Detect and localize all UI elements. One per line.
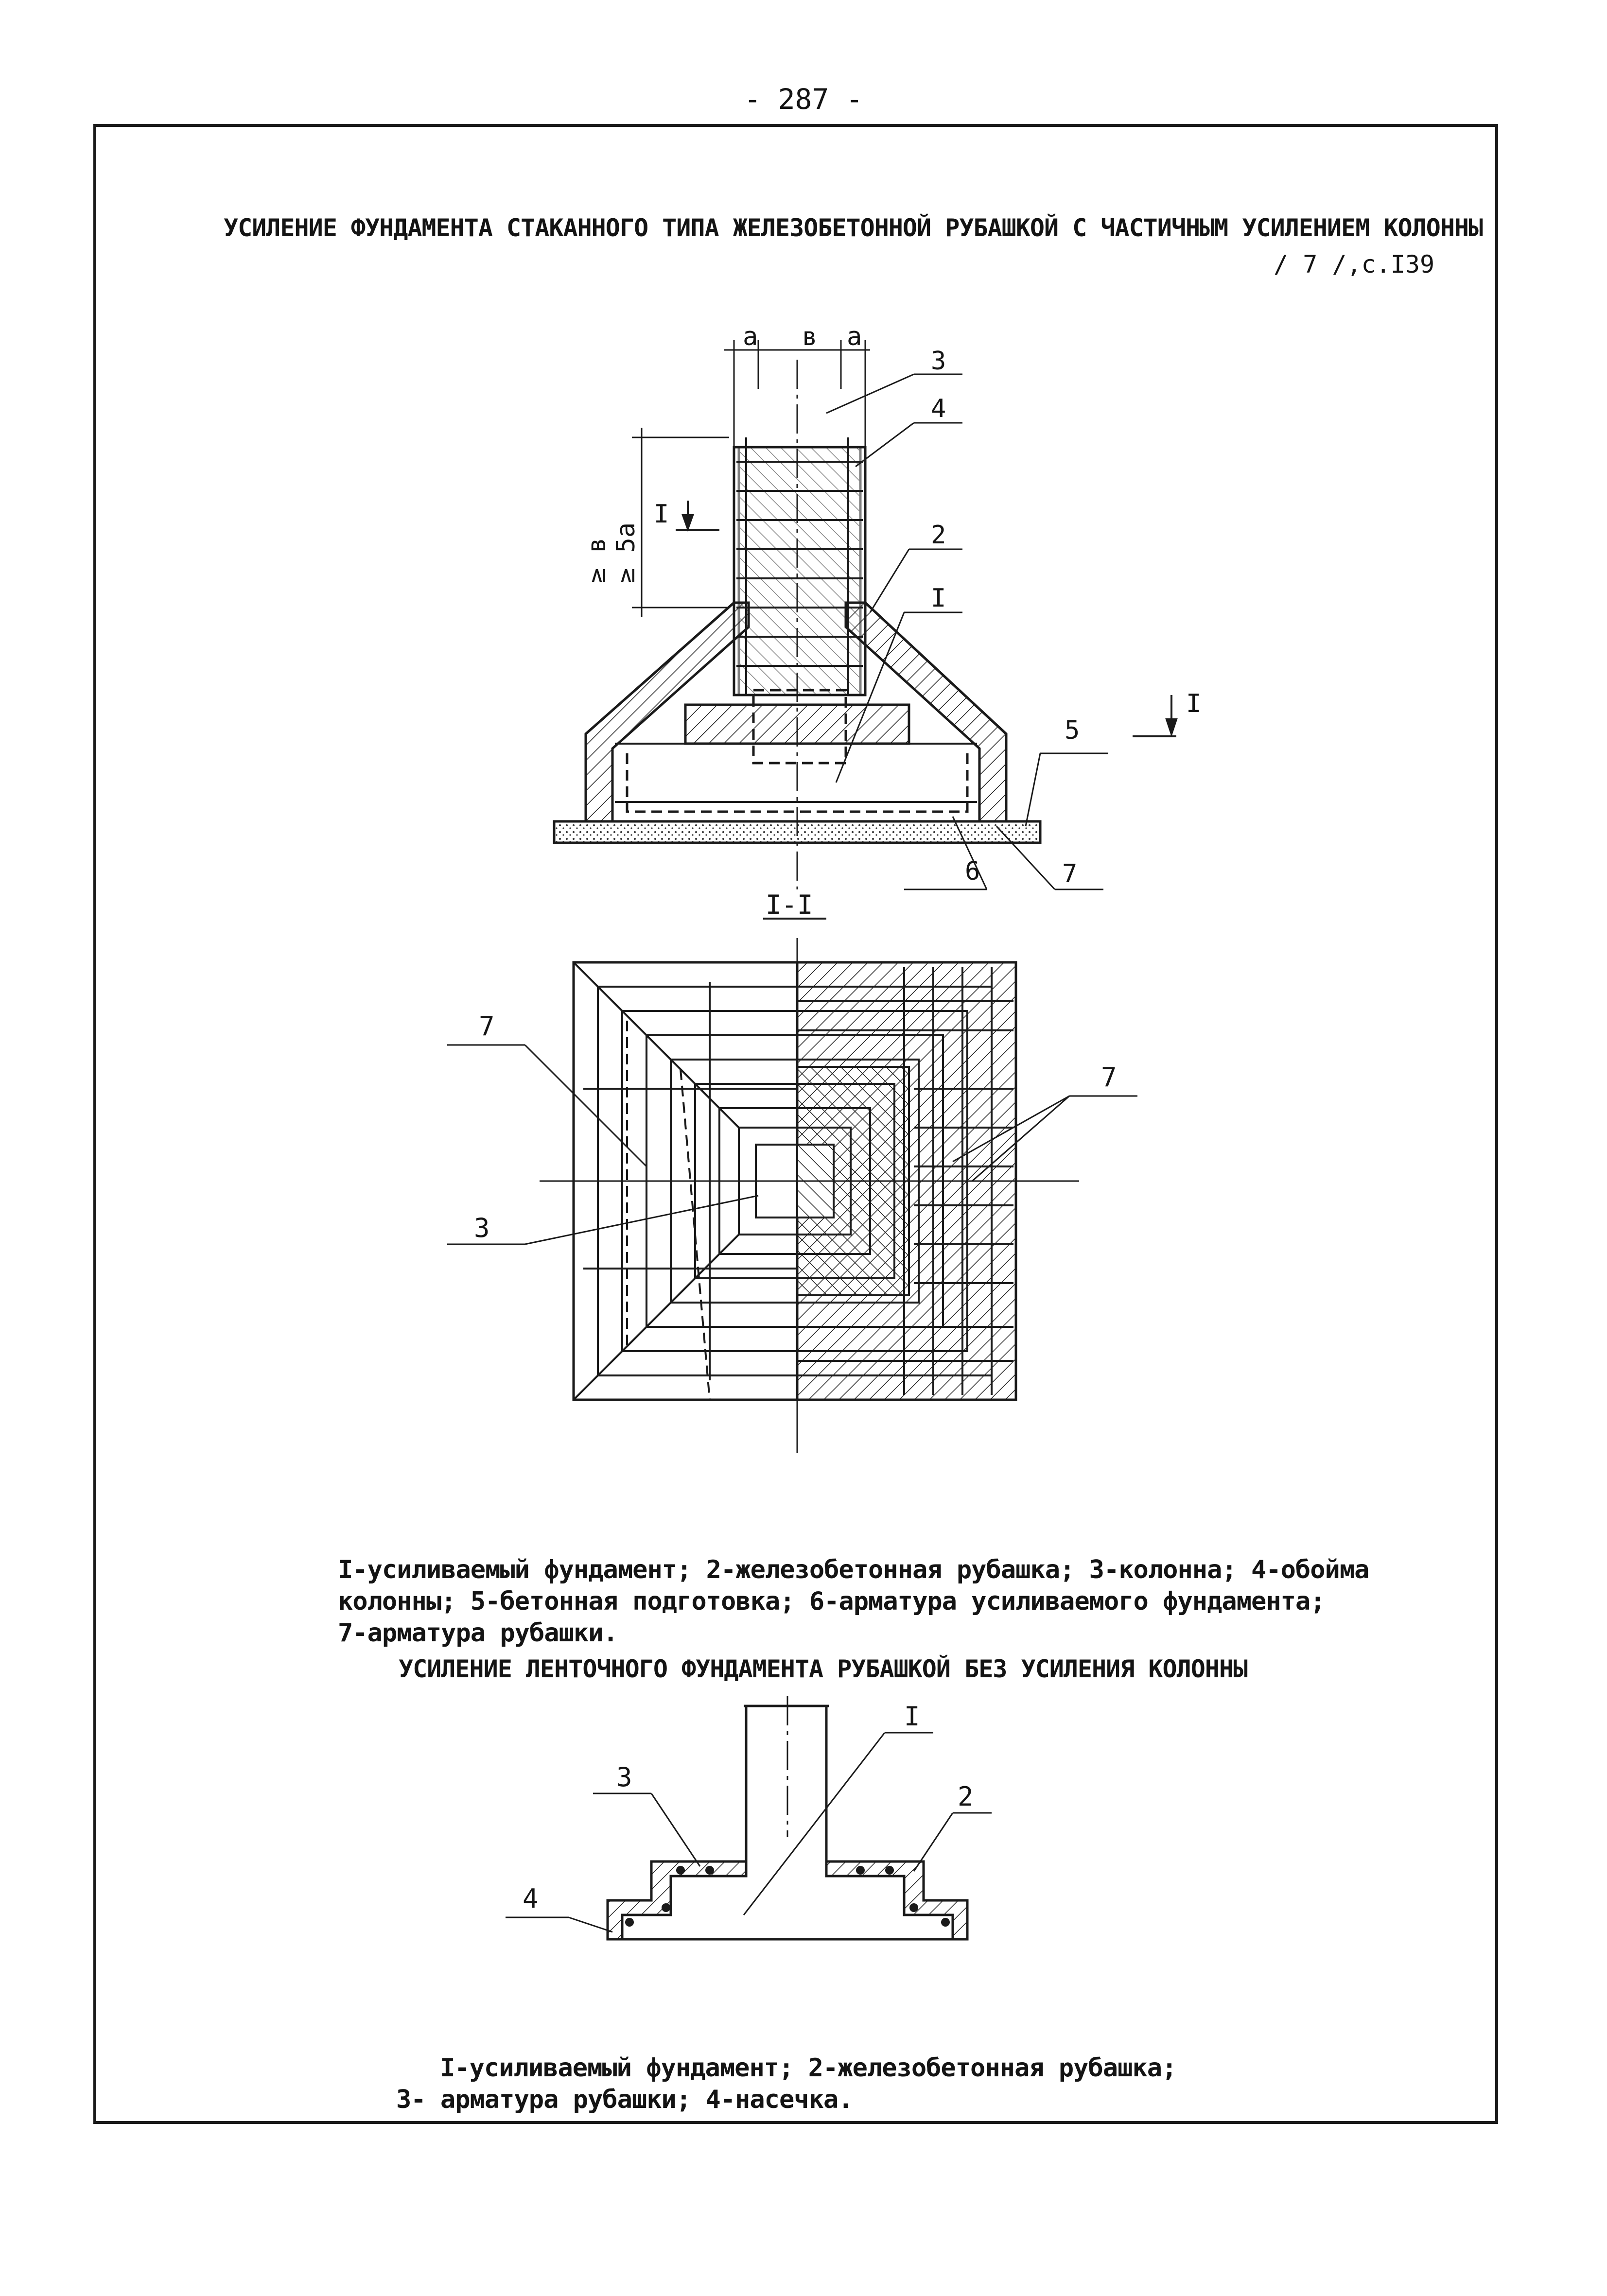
figure-2-plan — [447, 919, 1137, 1453]
figure-3-strip — [506, 1696, 992, 1939]
strip-jacket-left — [608, 1861, 746, 1939]
section-title: I-I — [766, 889, 813, 920]
strip-label-3: 3 — [616, 1762, 632, 1792]
legend1-line1: I-усиливаемый фундамент; 2-железобетонная рубашка; 3-колонна; 4-обойма — [338, 1555, 1369, 1584]
dim-b: в — [802, 322, 818, 351]
title-bottom: УСИЛЕНИЕ ЛЕНТОЧНОГО ФУНДАМЕНТА РУБАШКОЙ БЕЗ УСИЛЕНИЯ КОЛОННЫ — [399, 1655, 1248, 1683]
dimension-left — [632, 428, 729, 617]
plan-label-3: 3 — [474, 1213, 490, 1243]
label-2: 2 — [931, 521, 946, 550]
dim-geq-b: ≥ в — [582, 538, 611, 583]
strip-label-I: I — [904, 1701, 920, 1732]
strip-label-2: 2 — [958, 1781, 974, 1812]
label-7: 7 — [1062, 859, 1078, 888]
plan-label-7-right: 7 — [1101, 1062, 1117, 1093]
figure-1-elevation — [554, 340, 1176, 889]
dim-a-left: a — [743, 322, 758, 351]
page-number: - 287 - — [744, 83, 863, 116]
section-mark-right: I — [1186, 689, 1202, 718]
dim-a-right: a — [847, 322, 862, 351]
label-I: I — [931, 584, 946, 613]
column-jacket-hatch — [739, 447, 860, 695]
legend2-line1: I-усиливаемый фундамент; 2-железобетонная рубашка; — [440, 2053, 1177, 2083]
strip-label-4: 4 — [523, 1883, 539, 1914]
dim-geq-5a: ≥ 5a — [611, 522, 641, 583]
reference: / 7 /,с.I39 — [1274, 250, 1435, 278]
label-3: 3 — [931, 347, 946, 376]
label-4: 4 — [931, 394, 946, 423]
title-top: УСИЛЕНИЕ ФУНДАМЕНТА СТАКАННОГО ТИПА ЖЕЛЕЗОБЕТОННОЙ РУБАШКОЙ С ЧАСТИЧНЫМ УСИЛЕНИЕМ КОЛОННЫ — [224, 214, 1483, 242]
plan-label-7-left: 7 — [479, 1011, 495, 1042]
legend1-line3: 7-арматура рубашки. — [338, 1618, 618, 1648]
legend1-line2: колонны; 5-бетонная подготовка; 6-арматура усиливаемого фундамента; — [338, 1587, 1325, 1616]
label-5: 5 — [1065, 716, 1080, 745]
figure-1-text — [582, 322, 1201, 888]
strip-jacket-right — [826, 1861, 967, 1939]
label-6: 6 — [965, 857, 980, 886]
section-mark-left: I — [654, 500, 669, 529]
legend2-line2: 3- арматура рубашки; 4-насечка. — [396, 2085, 853, 2114]
